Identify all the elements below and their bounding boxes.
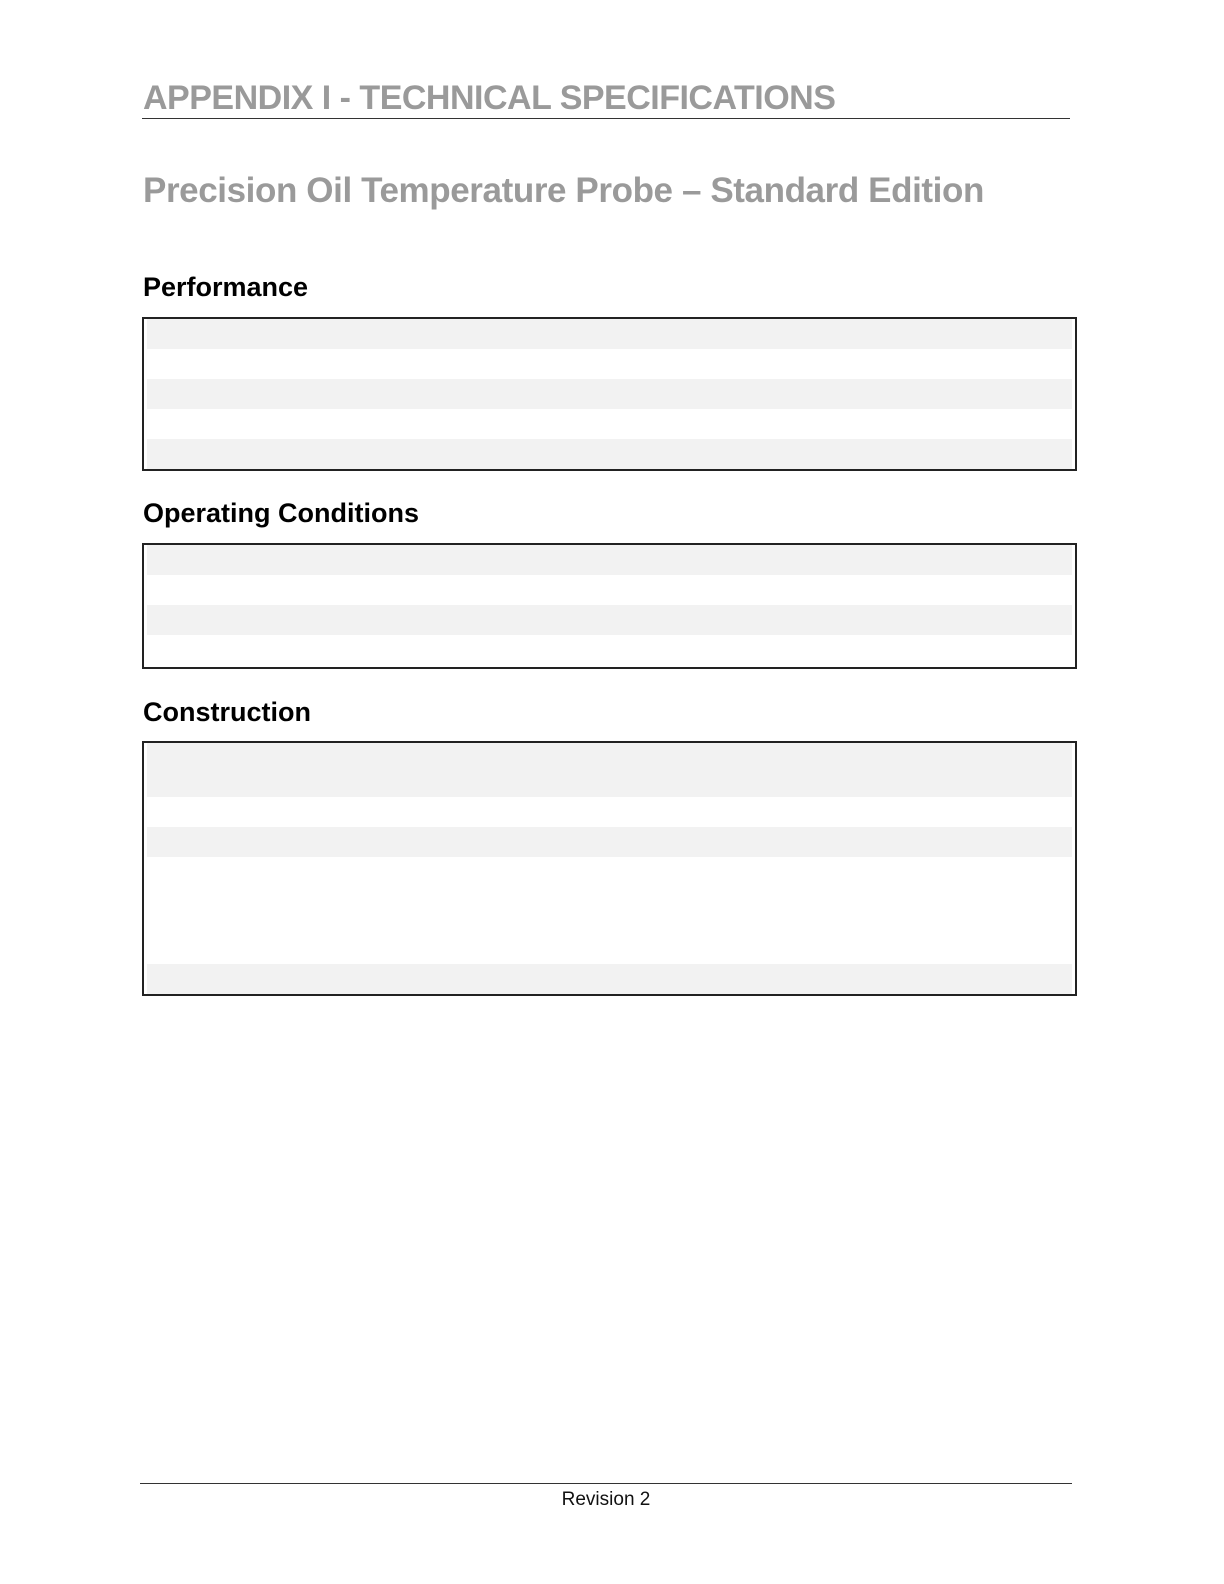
operating-conditions-table [142,543,1077,669]
table-row [147,575,1072,605]
table-row [147,743,1072,797]
table-row [147,827,1072,857]
table-row [147,319,1072,349]
table-row [147,797,1072,827]
construction-table [142,741,1077,996]
table-row [147,349,1072,379]
footer-divider [140,1483,1072,1484]
table-row [147,857,1072,964]
appendix-title: APPENDIX I - TECHNICAL SPECIFICATIONS [143,79,836,117]
table-row [147,605,1072,635]
performance-heading: Performance [143,272,309,302]
table-row [147,409,1072,439]
table-row [147,635,1072,667]
table-row [147,545,1072,575]
construction-heading: Construction [143,697,311,727]
table-row [147,379,1072,409]
product-title: Precision Oil Temperature Probe – Standard Edition [143,171,984,210]
title-divider [142,118,1070,119]
operating-conditions-heading: Operating Conditions [143,498,419,528]
table-row [147,964,1072,994]
performance-table [142,317,1077,471]
footer-revision: Revision 2 [561,1489,651,1510]
table-row [147,439,1072,469]
